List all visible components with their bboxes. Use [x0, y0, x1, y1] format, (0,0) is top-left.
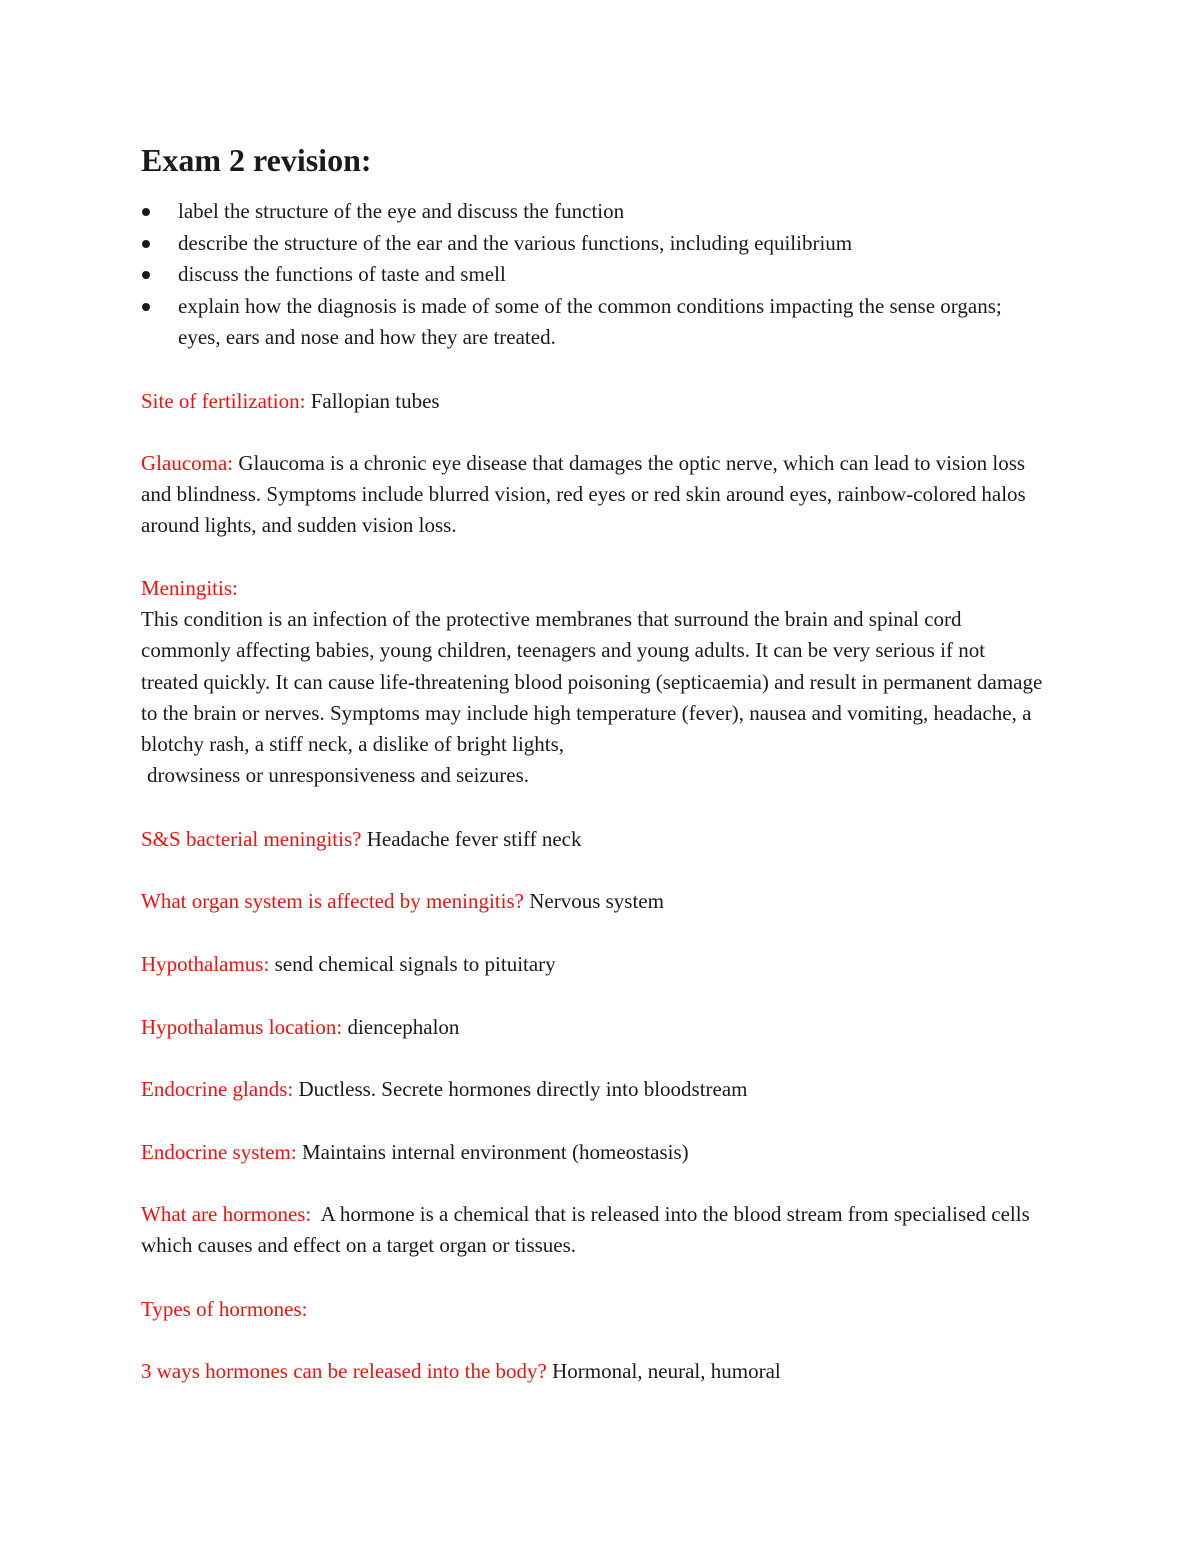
hormones-text: A hormone is a chemical that is released into the blood stream from specialised cells which causes and effect on a target organ or tissues.	[141, 1202, 1035, 1258]
glaucoma-paragraph	[141, 448, 1046, 542]
release-ways-paragraph	[141, 1356, 1046, 1387]
endocrine-glands-text: Ductless. Secrete hormones directly into bloodstream	[293, 1077, 748, 1101]
organ-system-paragraph	[141, 886, 1046, 917]
meningitis-label: Meningitis:	[141, 576, 238, 600]
hypothalamus-location-label: Hypothalamus location:	[141, 1015, 343, 1039]
hormones-paragraph	[141, 1199, 1046, 1261]
ss-bacterial-label: S&S bacterial meningitis?	[141, 827, 362, 851]
release-ways-text: Hormonal, neural, humoral	[546, 1359, 781, 1383]
objective-item	[141, 259, 1041, 291]
page-title: Exam 2 revision:	[141, 142, 372, 178]
hypothalamus-location-paragraph	[141, 1012, 1046, 1043]
bullet-icon	[142, 271, 150, 279]
objective-item	[141, 196, 1041, 228]
objective-item	[141, 228, 1041, 260]
ss-bacterial-paragraph	[141, 824, 1046, 855]
hypothalamus-location-text: diencephalon	[342, 1015, 460, 1039]
objective-text: discuss the functions of taste and smell	[178, 262, 506, 286]
endocrine-system-text: Maintains internal environment (homeostasis)	[296, 1140, 689, 1164]
objective-text: explain how the diagnosis is made of some of the common conditions impacting the sense organs; eyes, ears and nose and how they are treated.	[178, 293, 1002, 349]
endocrine-glands-label: Endocrine glands:	[141, 1077, 294, 1101]
glaucoma-text: Glaucoma is a chronic eye disease that damages the optic nerve, which can lead to vision loss and blindness. Symptoms include blurred vision, red eyes or red skin around eyes, rainbow-colored halos around lights, and sudden vision loss.	[141, 451, 1026, 538]
organ-system-text: Nervous system	[523, 889, 664, 913]
release-ways-label: 3 ways hormones can be released into the body?	[141, 1359, 547, 1383]
endocrine-system-label: Endocrine system:	[141, 1140, 297, 1164]
meningitis-text: This condition is an infection of the protective membranes that surround the brain and spinal cord commonly affecting babies, young children, teenagers and young adults. It can be very serious if not treated quickly. It can cause life-threatening blood poisoning (septicaemia) and result in permanent damage to the brain or nerves. Symptoms may include high temperature (fever), nausea and vomiting, headache, a blotchy rash, a stiff neck, a dislike of bright lights,	[141, 607, 1043, 757]
hormones-label: What are hormones:	[141, 1202, 312, 1226]
hypothalamus-text: send chemical signals to pituitary	[269, 952, 556, 976]
fertilization-paragraph	[141, 386, 1046, 417]
types-of-hormones-paragraph	[141, 1294, 1046, 1325]
meningitis-section	[141, 573, 1046, 791]
objective-text: label the structure of the eye and discuss the function	[178, 199, 625, 223]
bullet-icon	[142, 208, 150, 216]
fertilization-text: Fallopian tubes	[305, 389, 440, 413]
objective-text: describe the structure of the ear and the various functions, including equilibrium	[178, 230, 853, 255]
hypothalamus-paragraph	[141, 949, 1046, 980]
meningitis-text-last: drowsiness or unresponsiveness and seizures.	[147, 763, 530, 788]
ss-bacterial-text: Headache fever stiff neck	[361, 827, 582, 851]
objectives-list	[141, 196, 1041, 354]
types-of-hormones-label: Types of hormones:	[141, 1297, 308, 1321]
organ-system-label: What organ system is affected by meningitis?	[141, 889, 524, 913]
endocrine-glands-paragraph	[141, 1074, 1046, 1105]
objective-item	[141, 291, 1041, 354]
endocrine-system-paragraph	[141, 1137, 1046, 1168]
bullet-icon	[142, 240, 150, 248]
fertilization-label: Site of fertilization:	[141, 389, 306, 413]
bullet-icon	[142, 303, 150, 311]
hypothalamus-label: Hypothalamus:	[141, 952, 270, 976]
glaucoma-label: Glaucoma:	[141, 451, 234, 475]
